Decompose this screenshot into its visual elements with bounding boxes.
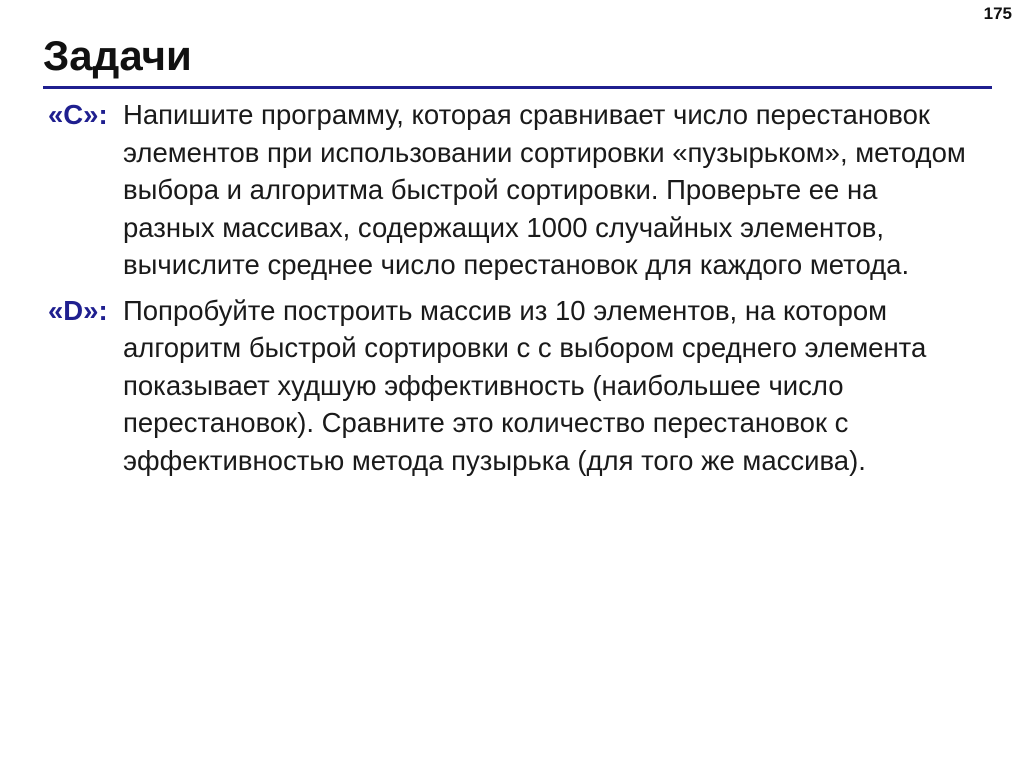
task-list bbox=[48, 96, 968, 479]
title-underline bbox=[43, 86, 992, 89]
page-title: Задачи bbox=[43, 32, 192, 79]
task-label-d: «D»: bbox=[48, 294, 108, 326]
task-item-d bbox=[48, 292, 968, 480]
task-text-d: Попробуйте построить массив из 10 элементов, на котором алгоритм быстрой сортировки с с выбором среднего элемента показывает худшую эффективность (наибольшее число перестановок). Сравните это количество перестановок с эффективностью метода пузырька (для того же массива). bbox=[123, 294, 927, 476]
task-text-c: Напишите программу, которая сравнивает число перестановок элементов при использовании сортировки «пузырьком», методом выбора и алгоритма быстрой сортировки. Проверьте ее на разных массивах, содержащих 1000 случайных элементов, вычислите среднее число перестановок для каждого метода. bbox=[123, 99, 966, 280]
task-item-c bbox=[48, 96, 968, 284]
page-number: 175 bbox=[983, 4, 1012, 23]
task-label-c: «C»: bbox=[48, 99, 108, 130]
